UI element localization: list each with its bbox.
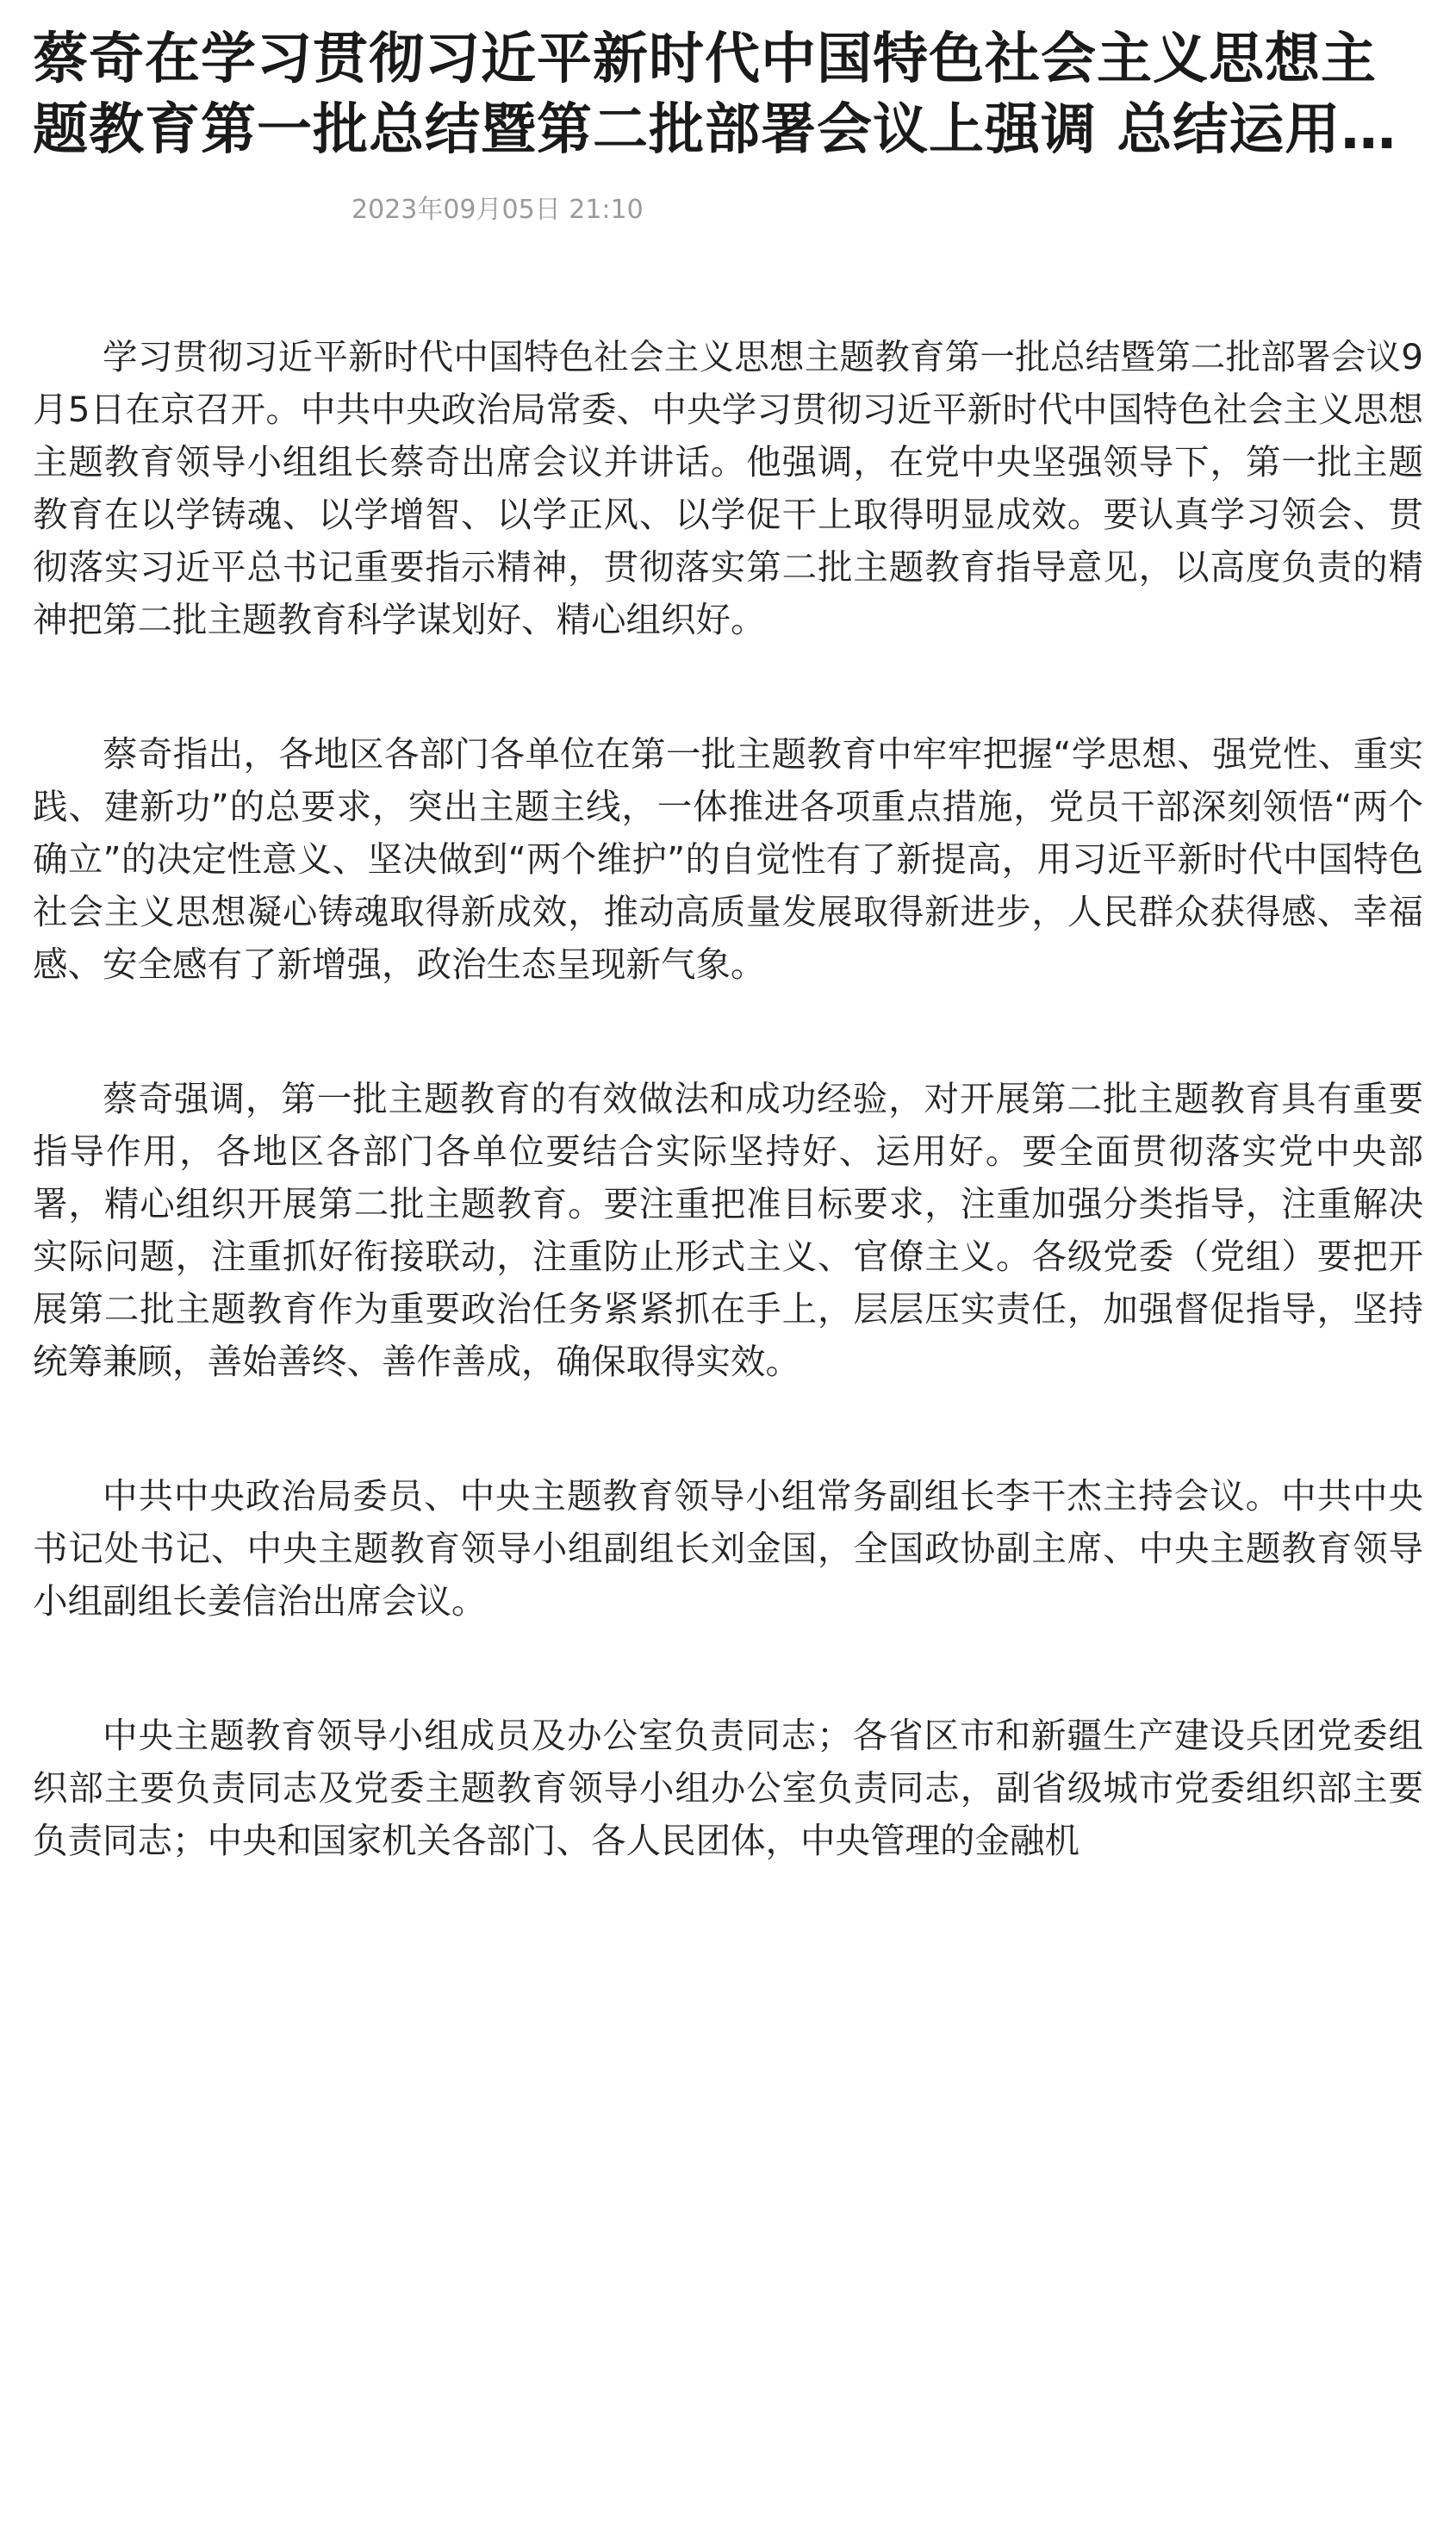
article-body <box>33 331 1423 1867</box>
article-title: 蔡奇在学习贯彻习近平新时代中国特色社会主义思想主题教育第一批总结暨第二批部署会议上强调 总结运用第 <box>33 28 1397 162</box>
publish-time: 2023年09月05日 21:10 <box>352 195 644 225</box>
article-paragraph: 中央主题教育领导小组成员及办公室负责同志；各省区市和新疆生产建设兵团党委组织部主要负责同志及党委主题教育领导小组办公室负责同志，副省级城市党委组织部主要负责同志；中央和国家机关各部门、各人民团体，中央管理的金融机 <box>33 1715 1423 1861</box>
article-paragraph: 学习贯彻习近平新时代中国特色社会主义思想主题教育第一批总结暨第二批部署会议9月5日在京召开。中共中央政治局常委、中央学习贯彻习近平新时代中国特色社会主义思想主题教育领导小组组长蔡奇出席会议并讲话。他强调，在党中央坚强领导下，第一批主题教育在以学铸魂、以学增智、以学正风、以学促干上取得明显成效。要认真学习领会、贯彻落实习近平总书记重要指示精神，贯彻落实第二批主题教育指导意见，以高度负责的精神把第二批主题教育科学谋划好、精心组织好。 <box>33 336 1423 640</box>
article-paragraph: 中共中央政治局委员、中央主题教育领导小组常务副组长李干杰主持会议。中共中央书记处书记、中央主题教育领导小组副组长刘金国，全国政协副主席、中央主题教育领导小组副组长姜信治出席会议。 <box>33 1475 1423 1622</box>
article-paragraph: 蔡奇强调，第一批主题教育的有效做法和成功经验，对开展第二批主题教育具有重要指导作用，各地区各部门各单位要结合实际坚持好、运用好。要全面贯彻落实党中央部署，精心组织开展第二批主题教育。要注重把准目标要求，注重加强分类指导，注重解决实际问题，注重抓好衔接联动，注重防止形式主义、官僚主义。各级党委（党组）要把开展第二批主题教育作为重要政治任务紧紧抓在手上，层层压实责任，加强督促指导，坚持统筹兼顾，善始善终、善作善成，确保取得实效。 <box>33 1078 1423 1382</box>
article-paragraph: 蔡奇指出，各地区各部门各单位在第一批主题教育中牢牢把握“学思想、强党性、重实践、建新功”的总要求，突出主题主线，一体推进各项重点措施，党员干部深刻领悟“两个确立”的决定性意义、坚决做到“两个维护”的自觉性有了新提高，用习近平新时代中国特色社会主义思想凝心铸魂取得新成效，推动高质量发展取得新进步，人民群众获得感、幸福感、安全感有了新增强，政治生态呈现新气象。 <box>33 733 1423 985</box>
news-article <box>33 24 1423 1949</box>
